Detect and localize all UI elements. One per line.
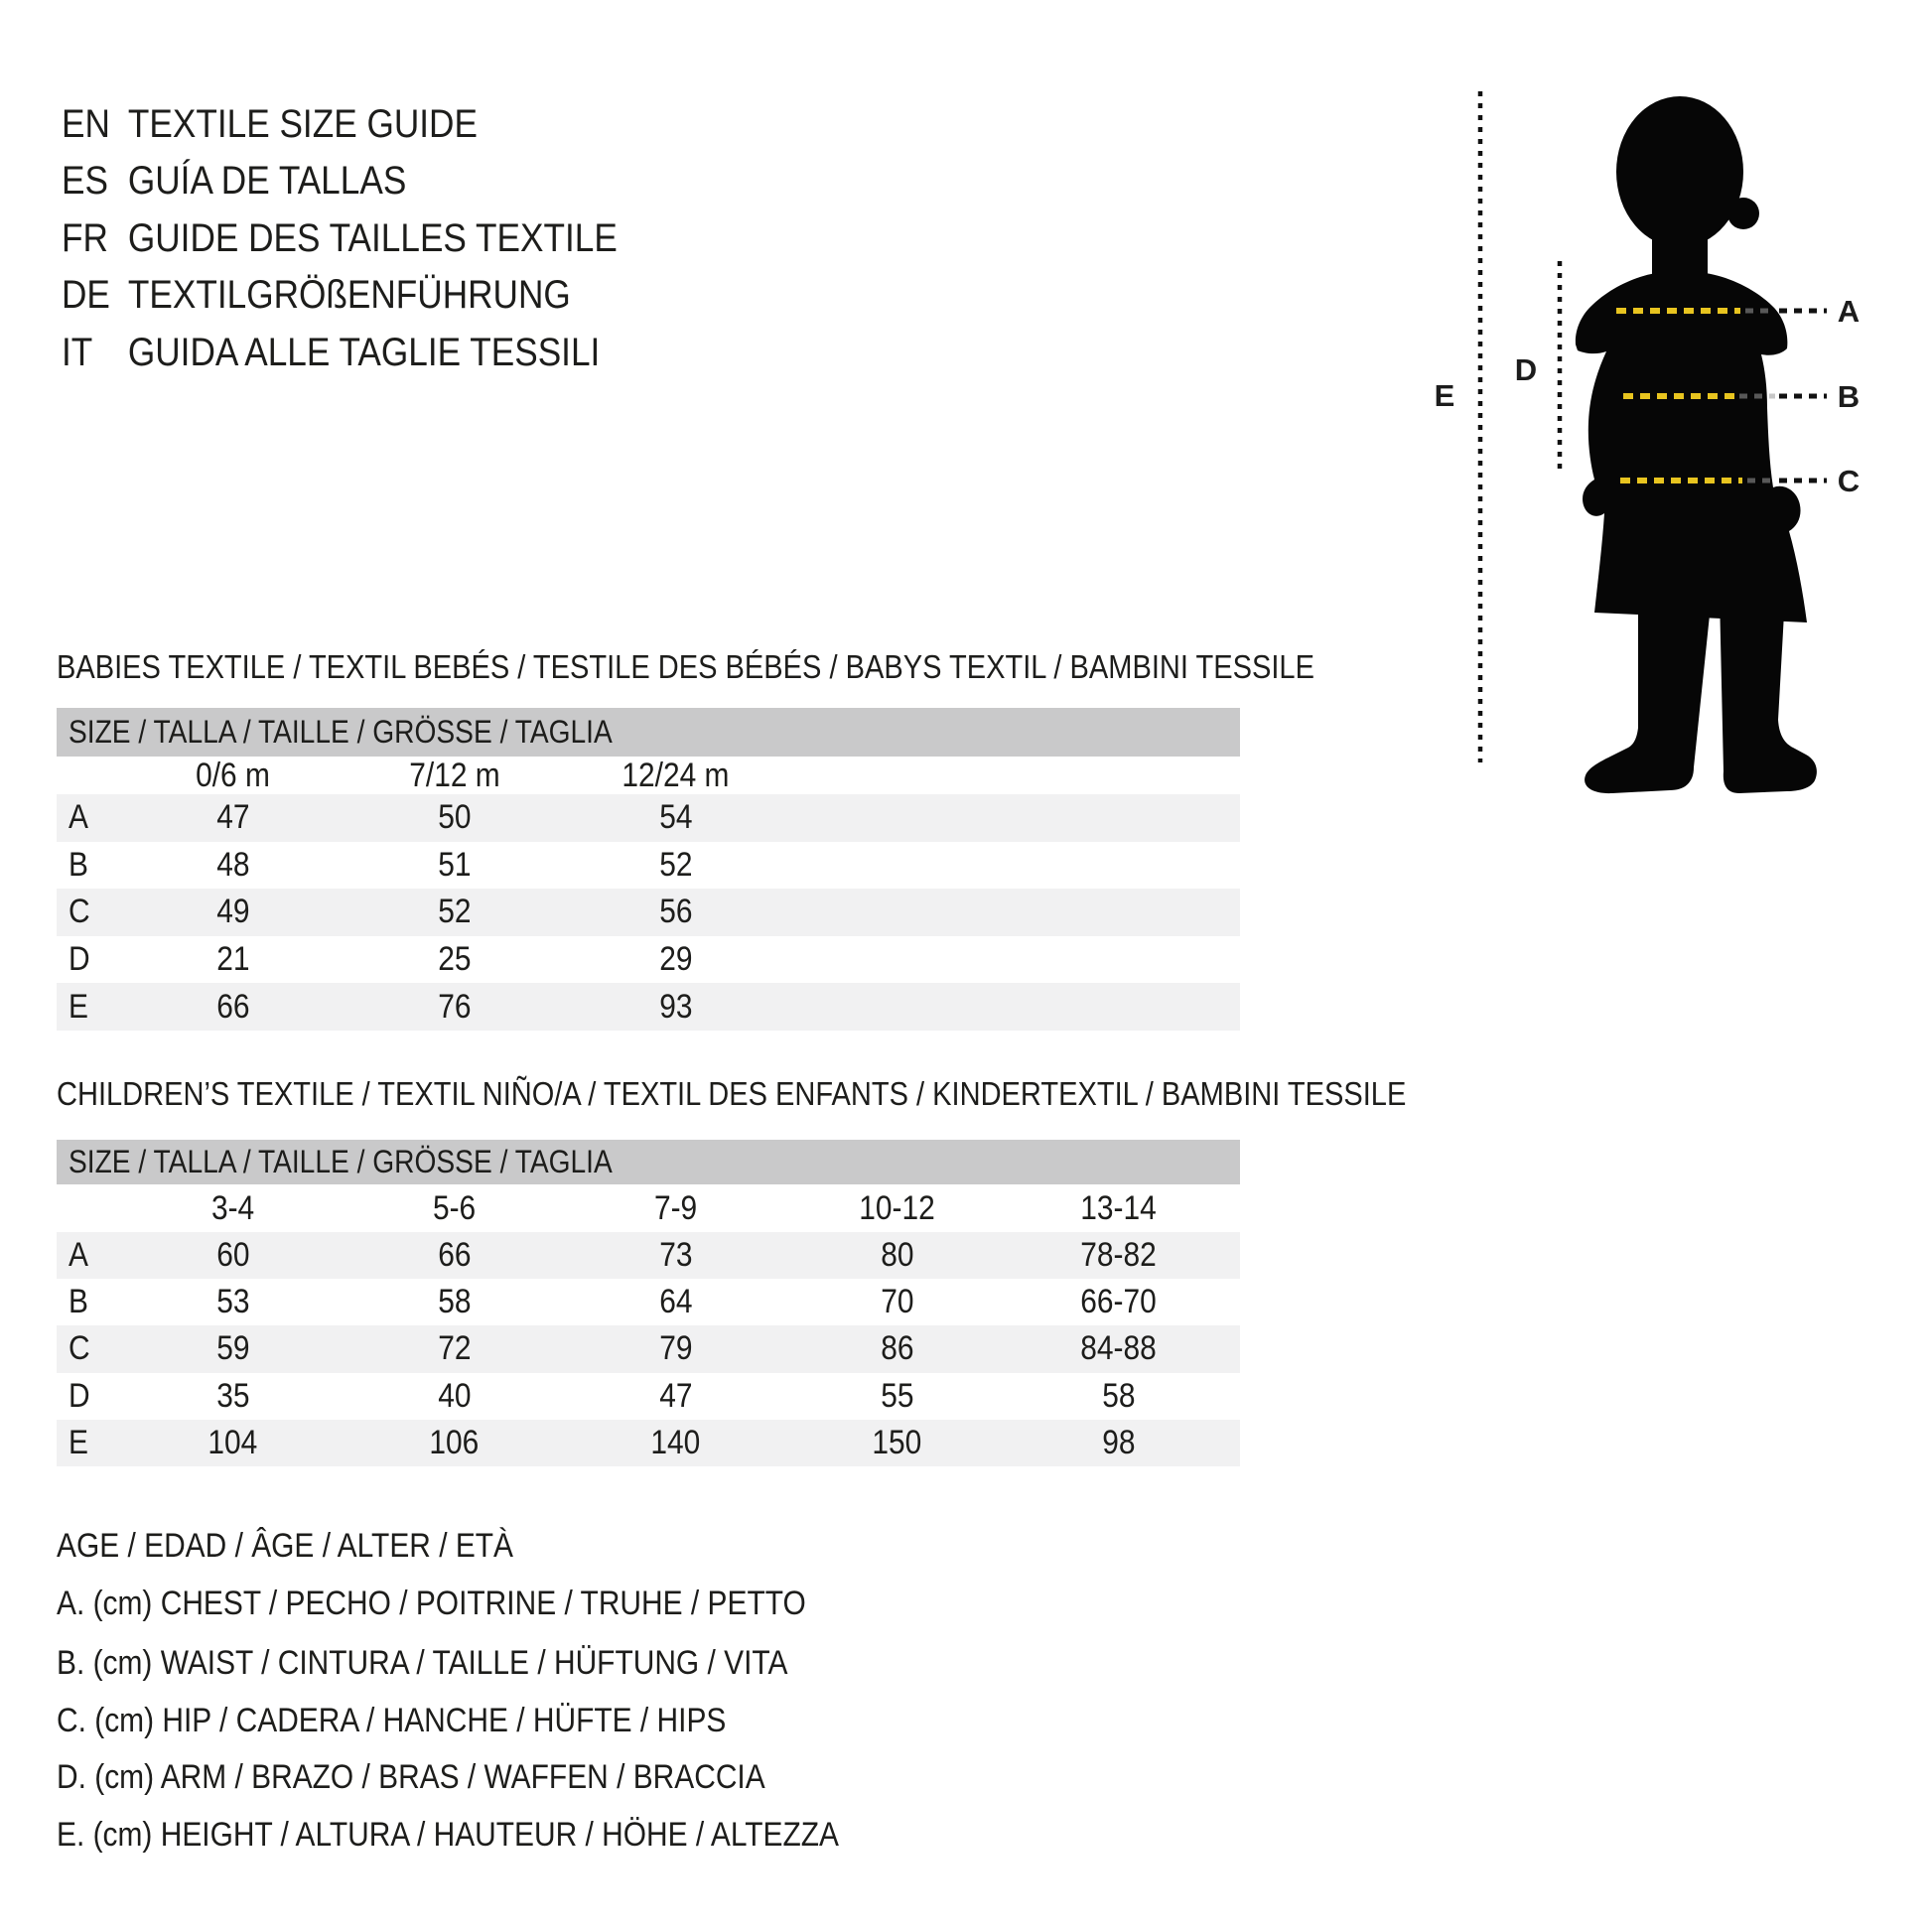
children-size-table: [57, 1140, 1240, 1466]
cell-value: 60: [215, 1236, 250, 1275]
size-header-label: SIZE / TALLA / TAILLE / GRÖSSE / TAGLIA: [69, 1144, 613, 1179]
cell-value: 53: [215, 1283, 250, 1321]
cell-value: 78-82: [1080, 1236, 1157, 1275]
language-code: ES: [62, 159, 108, 203]
cell-value: 55: [880, 1376, 914, 1415]
arm-label: D: [1514, 352, 1538, 387]
cell-value: 66: [215, 987, 250, 1026]
cell-value: 150: [872, 1423, 922, 1461]
hip-label: C: [1837, 464, 1861, 498]
cell-value: 70: [880, 1283, 914, 1321]
column-header: 12/24 m: [621, 757, 730, 794]
language-code: IT: [62, 331, 93, 374]
column-header: 5-6: [432, 1188, 477, 1227]
row-label: C: [69, 893, 90, 931]
babies-section-title: BABIES TEXTILE / TEXTIL BEBÉS / TESTILE DES BÉBÉS / BABYS TEXTIL / BAMBINI TESSILE: [57, 648, 1314, 685]
language-label: GUÍA DE TALLAS: [127, 159, 407, 203]
cell-value: 52: [437, 893, 472, 931]
cell-value: 104: [207, 1423, 258, 1461]
language-row-en: [62, 102, 534, 146]
language-row-es: [62, 159, 454, 203]
table-row: [57, 1420, 1240, 1466]
chest-label: A: [1837, 294, 1861, 329]
row-label: B: [69, 1283, 88, 1321]
language-label: TEXTILE SIZE GUIDE: [127, 102, 478, 146]
height-label: E: [1434, 378, 1455, 413]
language-row-fr: [62, 216, 693, 260]
column-header: 3-4: [210, 1188, 255, 1227]
cell-value: 93: [658, 987, 693, 1026]
cell-value: 76: [437, 987, 472, 1026]
row-label: D: [69, 1376, 90, 1415]
child-silhouette-icon: [1576, 96, 1817, 793]
table-row: [57, 1325, 1240, 1372]
cell-value: 47: [215, 798, 250, 837]
language-code: FR: [62, 216, 108, 260]
child-measurement-diagram: [1430, 84, 1932, 809]
cell-value: 66: [437, 1236, 472, 1275]
table-row: [57, 1232, 1240, 1279]
cell-value: 56: [658, 893, 693, 931]
cell-value: 51: [437, 845, 472, 884]
cell-value: 58: [437, 1283, 472, 1321]
babies-size-header-bar: [57, 708, 1240, 757]
column-header: 7/12 m: [408, 757, 500, 794]
cell-value: 98: [1101, 1423, 1136, 1461]
size-header-label: SIZE / TALLA / TAILLE / GRÖSSE / TAGLIA: [69, 714, 613, 750]
children-size-header-bar: [57, 1140, 1240, 1184]
cell-value: 49: [215, 893, 250, 931]
cell-value: 73: [658, 1236, 693, 1275]
row-label: D: [69, 940, 90, 979]
cell-value: 58: [1101, 1376, 1136, 1415]
cell-value: 52: [658, 845, 693, 884]
cell-value: 72: [437, 1329, 472, 1368]
cell-value: 106: [429, 1423, 480, 1461]
cell-value: 50: [437, 798, 472, 837]
cell-value: 79: [658, 1329, 693, 1368]
cell-value: 35: [215, 1376, 250, 1415]
babies-column-header-row: [57, 757, 1240, 794]
column-header: 7-9: [653, 1188, 698, 1227]
row-label: E: [69, 987, 88, 1026]
column-header: 13-14: [1080, 1188, 1157, 1227]
cell-value: 86: [880, 1329, 914, 1368]
cell-value: 59: [215, 1329, 250, 1368]
table-row: [57, 889, 1240, 936]
table-row: [57, 936, 1240, 984]
cell-value: 64: [658, 1283, 693, 1321]
legend-line-chest: A. (cm) CHEST / PECHO / POITRINE / TRUHE / PETTO: [57, 1585, 806, 1622]
cell-value: 66-70: [1080, 1283, 1157, 1321]
cell-value: 54: [658, 798, 693, 837]
row-label: A: [69, 1236, 88, 1275]
cell-value: 40: [437, 1376, 472, 1415]
cell-value: 21: [215, 940, 250, 979]
babies-size-table: [57, 708, 1240, 1031]
cell-value: 140: [650, 1423, 701, 1461]
cell-value: 29: [658, 940, 693, 979]
table-row: [57, 983, 1240, 1031]
language-row-it: [62, 331, 673, 374]
children-column-header-row: [57, 1184, 1240, 1232]
column-header: 10-12: [859, 1188, 935, 1227]
waist-label: B: [1837, 379, 1861, 414]
table-row: [57, 1279, 1240, 1325]
row-label: A: [69, 798, 88, 837]
language-code: EN: [62, 102, 110, 146]
language-code: DE: [62, 273, 110, 317]
table-row: [57, 842, 1240, 890]
cell-value: 84-88: [1080, 1329, 1157, 1368]
column-header: 0/6 m: [196, 757, 270, 794]
legend-line-height: E. (cm) HEIGHT / ALTURA / HAUTEUR / HÖHE / ALTEZZA: [57, 1816, 840, 1854]
row-label: C: [69, 1329, 90, 1368]
row-label: E: [69, 1423, 88, 1461]
language-label: GUIDA ALLE TAGLIE TESSILI: [127, 331, 601, 374]
cell-value: 25: [437, 940, 472, 979]
table-row: [57, 1373, 1240, 1420]
language-label: GUIDE DES TAILLES TEXTILE: [127, 216, 618, 260]
legend-line-arm: D. (cm) ARM / BRAZO / BRAS / WAFFEN / BRACCIA: [57, 1758, 765, 1796]
table-row: [57, 794, 1240, 842]
legend-line-age: AGE / EDAD / ÂGE / ALTER / ETÀ: [57, 1527, 514, 1565]
children-section-title: CHILDREN’S TEXTILE / TEXTIL NIÑO/A / TEXTIL DES ENFANTS / KINDERTEXTIL / BAMBINI TESSILE: [57, 1075, 1407, 1112]
row-label: B: [69, 845, 88, 884]
language-label: TEXTILGRÖßENFÜHRUNG: [127, 273, 571, 317]
legend-line-waist: B. (cm) WAIST / CINTURA / TAILLE / HÜFTUNG / VITA: [57, 1644, 788, 1682]
cell-value: 48: [215, 845, 250, 884]
legend-line-hip: C. (cm) HIP / CADERA / HANCHE / HÜFTE / HIPS: [57, 1702, 727, 1739]
cell-value: 47: [658, 1376, 693, 1415]
cell-value: 80: [880, 1236, 914, 1275]
language-row-de: [62, 273, 640, 317]
